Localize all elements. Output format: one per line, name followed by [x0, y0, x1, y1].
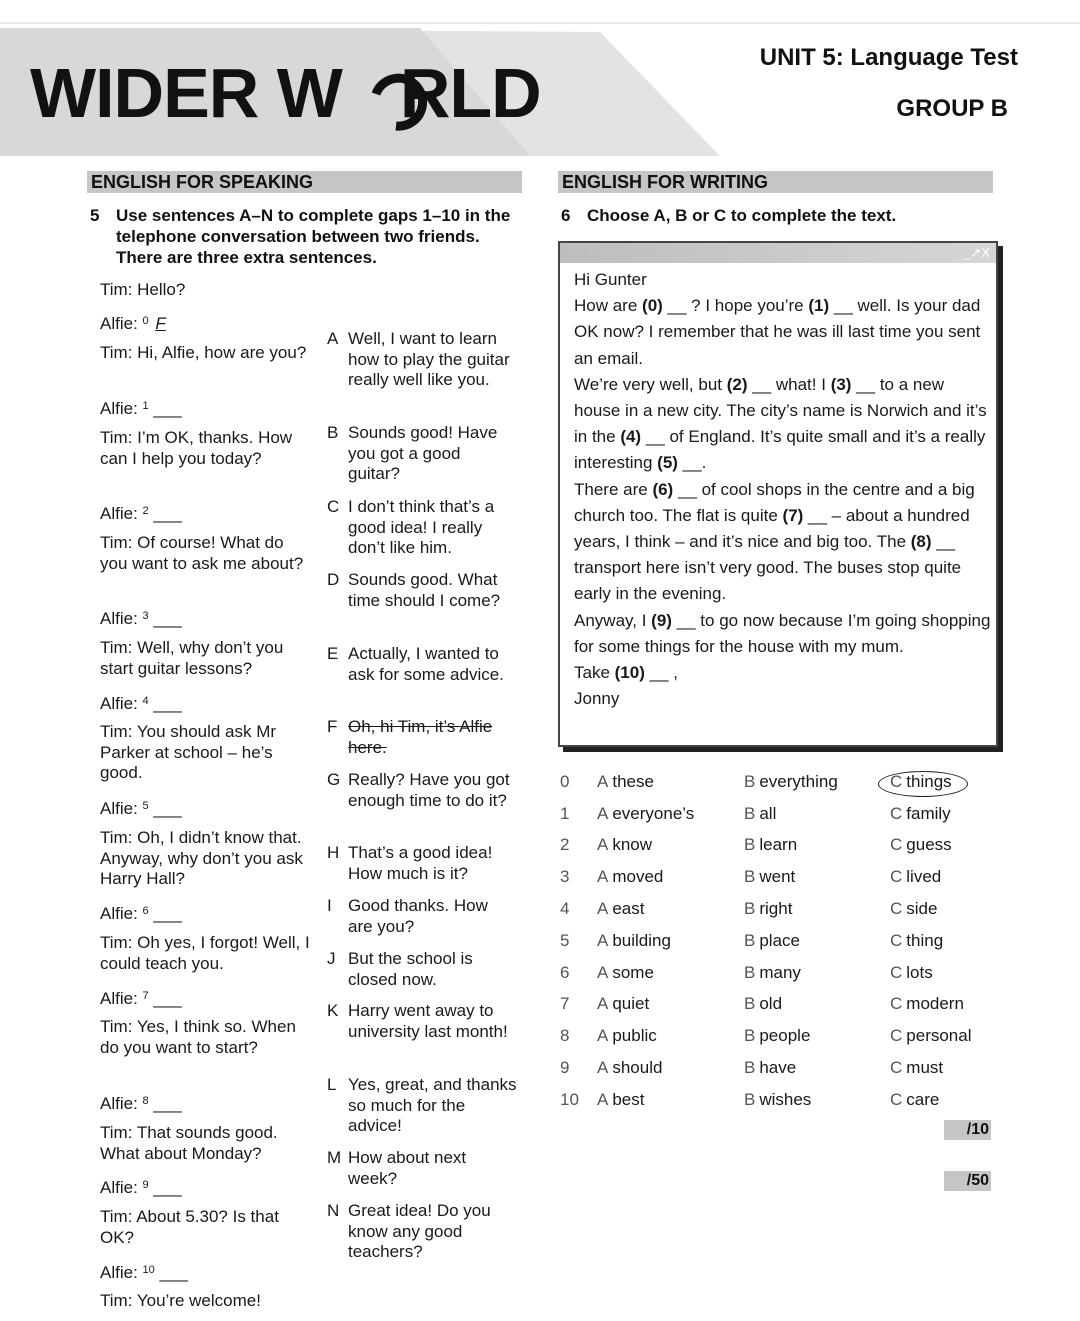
option-b: B Sounds good! Have you got a good guitar? [327, 423, 498, 483]
option-m: M How about next week? [327, 1148, 467, 1188]
task-number: 6 [561, 206, 571, 225]
dialogue-gap[interactable]: Alfie: $^4$ ___ [100, 694, 182, 713]
dialogue-line: Tim: I’m OK, thanks. How can I help you today? [100, 428, 293, 468]
choice-row: 0 A these B everything C things [560, 770, 1000, 794]
choice-b[interactable]: B people [744, 1026, 811, 1045]
task-6-instruction [561, 205, 991, 226]
window-title-bar [560, 243, 996, 263]
option-i: I Good thanks. How are you? [327, 896, 488, 936]
example-answer: F [155, 314, 166, 333]
dialogue-line: Tim: Yes, I think so. When do you want to start? [100, 1017, 296, 1057]
choice-a[interactable]: A best [597, 1090, 645, 1109]
choice-c[interactable]: C side [890, 899, 938, 918]
option-d: D Sounds good. What time should I come? [327, 570, 501, 610]
choice-c-circled[interactable]: C things [890, 770, 952, 794]
email-signoff: Take (10) __ , [574, 663, 678, 683]
task-instruction-text: Choose A, B or C to complete the text. [587, 206, 897, 225]
dialogue-gap[interactable]: Alfie: $^8$ ___ [100, 1094, 182, 1113]
dialogue-gap[interactable]: Alfie: $^2$ ___ [100, 504, 182, 523]
window-controls-icon: _↗X [963, 245, 990, 260]
dialogue-line: Tim: Oh yes, I forgot! Well, I could teach you. [100, 933, 310, 973]
dialogue-gap[interactable]: Alfie: $^5$ ___ [100, 799, 182, 818]
option-k: K Harry went away to university last month! [327, 1001, 508, 1041]
choice-c[interactable]: C thing [890, 931, 944, 950]
choice-b[interactable]: B have [744, 1058, 797, 1077]
dialogue-line: Tim: Of course! What do you want to ask me about? [100, 533, 304, 573]
task-number: 5 [90, 206, 100, 225]
dialogue-line: Tim: Hi, Alfie, how are you? [100, 343, 307, 362]
total-score-box: /50 [944, 1171, 991, 1191]
dialogue-gap[interactable]: Alfie: $^1$ ___ [100, 399, 182, 418]
choice-c[interactable]: C family [890, 804, 951, 823]
choice-row: 5 A building B place C thing [560, 929, 1000, 953]
choice-c[interactable]: C guess [890, 835, 952, 854]
choice-a[interactable]: A know [597, 835, 653, 854]
dialogue-gap: Alfie: $^0$ F [100, 314, 166, 333]
option-c: C I don’t think that’s a good idea! I really don’t like him. [327, 497, 495, 557]
section-score-box: /10 [944, 1120, 991, 1140]
choice-row: 10 A best B wishes C care [560, 1088, 1000, 1112]
option-l: L Yes, great, and thanks so much for the advice! [327, 1075, 517, 1135]
choice-c[interactable]: C lots [890, 963, 933, 982]
email-body [574, 267, 994, 712]
email-paragraph: We’re very well, but (2) __ what! I (3) __ to a new house in a new city. The city’s name is Norwich and it’s in the (4) __ of England. It’s quite small and it’s a really interesting (5) __. [574, 374, 987, 473]
choice-c[interactable]: C modern [890, 994, 964, 1013]
unit-title: UNIT 5: Language Test [759, 44, 1018, 71]
choice-b[interactable]: B went [744, 867, 796, 886]
speaking-section-heading: ENGLISH FOR SPEAKING [87, 171, 522, 193]
dialogue-line: Tim: Hello? [100, 280, 186, 299]
dialogue-gap[interactable]: Alfie: $^9$ ___ [100, 1178, 182, 1197]
email-paragraph: How are (0) __ ? I hope you’re (1) __ well. Is your dad OK now? I remember that he was ill last time you sent an email. [574, 296, 981, 368]
choice-b[interactable]: B many [744, 963, 801, 982]
choice-row: 9 A should B have C must [560, 1056, 1000, 1080]
choice-row: 4 A east B right C side [560, 897, 1000, 921]
email-window [558, 241, 998, 747]
dialogue-line: Tim: That sounds good. What about Monday? [100, 1123, 278, 1163]
dialogue-line: Tim: You should ask Mr Parker at school – he’s good. [100, 722, 277, 782]
option-e: E Actually, I wanted to ask for some advice. [327, 644, 504, 684]
task-5-instruction [90, 205, 520, 268]
choice-a[interactable]: A everyone’s [597, 804, 695, 823]
choice-a[interactable]: A building [597, 931, 671, 950]
option-j: J But the school is closed now. [327, 949, 473, 989]
dialogue-gap[interactable]: Alfie: $^6$ ___ [100, 904, 182, 923]
choice-c[interactable]: C lived [890, 867, 942, 886]
choice-a[interactable]: A moved [597, 867, 664, 886]
choice-c[interactable]: C must [890, 1058, 944, 1077]
choice-b[interactable]: B place [744, 931, 800, 950]
choice-b[interactable]: B old [744, 994, 783, 1013]
choice-a[interactable]: A east [597, 899, 645, 918]
logo-text-left: WIDER W [30, 54, 342, 132]
email-paragraph: There are (6) __ of cool shops in the centre and a big church too. The flat is quite (7) __ – about a hundred years, I think – and it’s nice and big too. The (8) __ transport here isn’t very good. The buses stop quite early in the evening. [574, 479, 975, 604]
task-instruction-text: Use sentences A–N to complete gaps 1–10 in the telephone conversation between two friends. There are three extra sentences. [116, 206, 511, 267]
wider-world-logo [30, 54, 541, 132]
choice-b[interactable]: B learn [744, 835, 798, 854]
dialogue-gap[interactable]: Alfie: $^7$ ___ [100, 989, 182, 1008]
option-g: G Really? Have you got enough time to do it? [327, 770, 510, 810]
option-f-used: F Oh, hi Tim, it’s Alfie here. [327, 717, 493, 757]
dialogue-gap[interactable]: Alfie: $^{10}$ ___ [100, 1263, 188, 1282]
choice-a[interactable]: A public [597, 1026, 657, 1045]
dialogue-gap[interactable]: Alfie: $^3$ ___ [100, 609, 182, 628]
choice-row: 1 A everyone’s B all C family [560, 802, 1000, 826]
dialogue-line: Tim: About 5.30? Is that OK? [100, 1207, 279, 1247]
dialogue-line: Tim: Well, why don’t you start guitar lessons? [100, 638, 284, 678]
choice-b[interactable]: B everything [744, 772, 838, 791]
choice-b[interactable]: B wishes [744, 1090, 812, 1109]
choice-row: 7 A quiet B old C modern [560, 992, 1000, 1016]
email-signature: Jonny [574, 689, 620, 709]
choice-a[interactable]: A should [597, 1058, 663, 1077]
choice-b[interactable]: B all [744, 804, 777, 823]
choice-row: 2 A know B learn C guess [560, 833, 1000, 857]
writing-section-heading: ENGLISH FOR WRITING [558, 171, 993, 193]
choice-row: 3 A moved B went C lived [560, 865, 1000, 889]
logo-o-ring-icon [366, 70, 430, 132]
choice-a[interactable]: A quiet [597, 994, 650, 1013]
choice-c[interactable]: C care [890, 1090, 940, 1109]
option-n: N Great idea! Do you know any good teachers? [327, 1201, 491, 1261]
choice-b[interactable]: B right [744, 899, 793, 918]
choice-row: 6 A some B many C lots [560, 961, 1000, 985]
choice-a[interactable]: A these [597, 772, 654, 791]
email-greeting: Hi Gunter [574, 270, 647, 289]
dialogue-line: Tim: You’re welcome! [100, 1291, 261, 1310]
logo-text-right: RLD [399, 54, 541, 132]
choice-row: 8 A public B people C personal [560, 1024, 1000, 1048]
choice-a[interactable]: A some [597, 963, 654, 982]
dialogue-line: Tim: Oh, I didn’t know that. Anyway, why don’t you ask Harry Hall? [100, 828, 303, 888]
email-paragraph: Anyway, I (9) __ to go now because I’m going shopping for some things for the house with my mum. [574, 610, 991, 656]
option-h: H That’s a good idea! How much is it? [327, 843, 493, 883]
option-a: A Well, I want to learn how to play the guitar really well like you. [327, 329, 510, 389]
group-label: GROUP B [896, 95, 1008, 122]
choice-c[interactable]: C personal [890, 1026, 972, 1045]
